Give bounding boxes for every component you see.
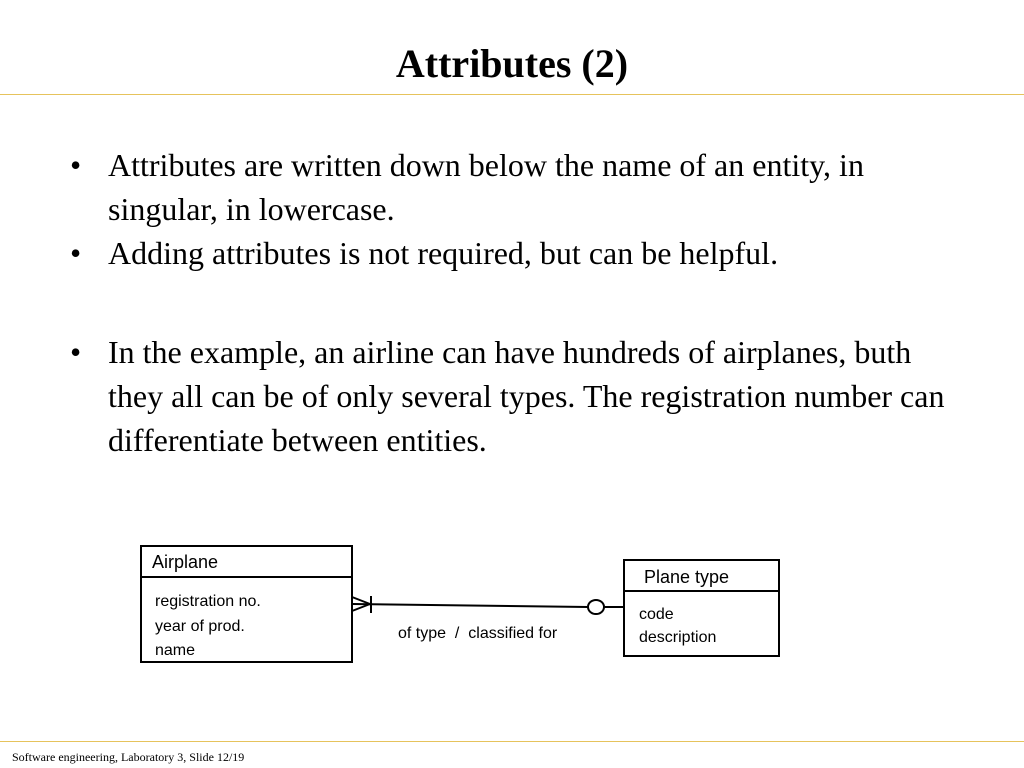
bullet-marker: •: [70, 235, 82, 271]
bullet-text: Attributes are written down below the name of an entity, in singular, in lowercase.: [108, 147, 864, 227]
slide-footer: Software engineering, Laboratory 3, Slide 12/19: [12, 750, 245, 764]
entity-plane-type-attribute: code: [639, 606, 674, 623]
entity-airplane-attribute: registration no.: [155, 593, 261, 610]
optional-circle-icon: [588, 600, 604, 614]
footer-divider: [0, 741, 1024, 742]
relationship-label: of type / classified for: [398, 625, 558, 642]
entity-airplane: [141, 546, 352, 662]
bullet-marker: •: [70, 147, 82, 183]
crows-foot-icon: [352, 597, 370, 604]
entity-plane-type-attribute: description: [639, 629, 717, 646]
entity-airplane-attribute: name: [155, 642, 196, 659]
bullet-text: Adding attributes is not required, but can be helpful.: [108, 235, 779, 271]
bullet-marker: •: [70, 334, 82, 370]
entity-plane-type: [624, 560, 779, 656]
bullet-text: In the example, an airline can have hundreds of airplanes, buth they all can be of only several types. The registration number can differentiate between entities.: [108, 334, 945, 458]
relationship-line: [352, 596, 624, 642]
entity-plane-type-name: Plane type: [644, 567, 730, 587]
entity-airplane-name: Airplane: [152, 552, 219, 572]
slide-title: Attributes (2): [395, 41, 629, 86]
entity-airplane-attribute: year of prod.: [155, 618, 245, 635]
relationship-connector: [352, 604, 588, 607]
